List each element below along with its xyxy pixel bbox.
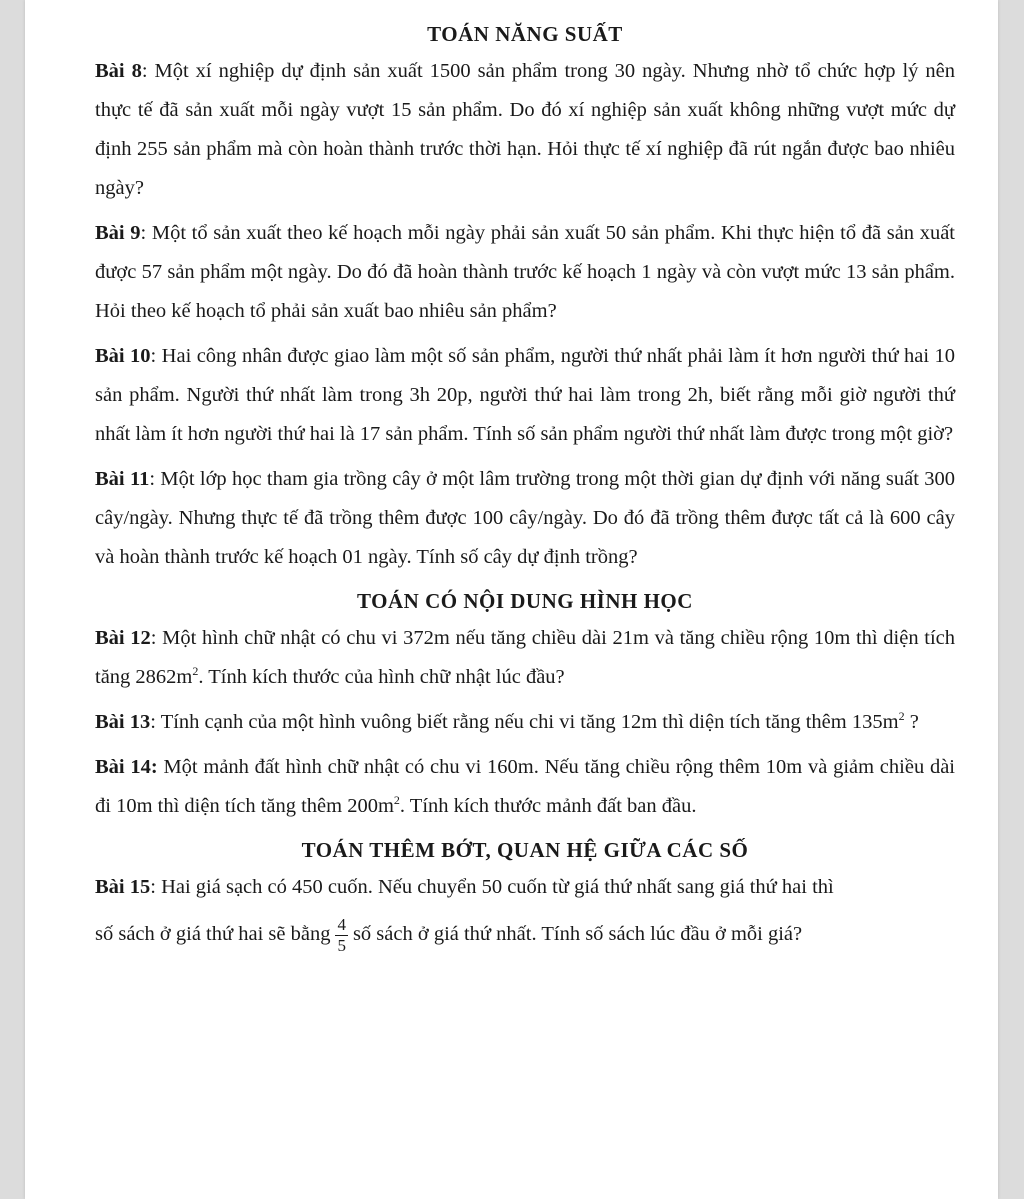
problem-text-end: ? (904, 711, 919, 733)
problem-label: Bài 9 (95, 222, 141, 244)
section-heading-productivity: TOÁN NĂNG SUẤT (427, 22, 623, 46)
superscript: 2 (192, 664, 199, 679)
fraction (335, 915, 348, 956)
problem-14 (95, 748, 955, 826)
problem-12 (95, 619, 955, 697)
problem-text-line2 (95, 914, 803, 955)
problem-label: Bài 8 (95, 60, 142, 82)
problem-text: : Một lớp học tham gia trồng cây ở một lâm trường trong một thời gian dự định với năng suất 300 cây/ngày. Nhưng thực tế đã trồng thêm được 100 cây/ngày. Do đó đã trồng thêm được tất cả là 600 cây và hoàn thành trước kế hoạch 01 ngày. Tính số cây dự định trồng? (95, 468, 955, 568)
fraction-denominator: 5 (337, 935, 346, 955)
document-page (25, 0, 998, 1199)
problem-text: : Tính cạnh của một hình vuông biết rằng nếu chi vi tăng 12m thì diện tích tăng thêm 135m (150, 711, 899, 733)
problem-label: Bài 15 (95, 876, 151, 898)
problem-text: : Một tổ sản xuất theo kế hoạch mỗi ngày phải sản xuất 50 sản phẩm. Khi thực hiện tổ đã sản xuất được 57 sản phẩm một ngày. Do đó đã hoàn thành trước kế hoạch 1 ngày và còn vượt mức 13 sản phẩm. Hỏi theo kế hoạch tổ phải sản xuất bao nhiêu sản phẩm? (95, 222, 955, 322)
problem-text: : Một xí nghiệp dự định sản xuất 1500 sản phẩm trong 30 ngày. Nhưng nhờ tổ chức hợp lý nên thực tế đã sản xuất mỗi ngày vượt 15 sản phẩm. Do đó xí nghiệp sản xuất không những vượt mức dự định 255 sản phẩm mà còn hoàn thành trước thời hạn. Hỏi thực tế xí nghiệp đã rút ngắn được bao nhiêu ngày? (95, 60, 955, 199)
problem-8 (95, 52, 955, 208)
problem-9 (95, 214, 955, 331)
problem-text-end: . Tính kích thước mảnh đất ban đầu. (399, 795, 697, 817)
section-heading-geometry: TOÁN CÓ NỘI DUNG HÌNH HỌC (357, 589, 693, 613)
problem-text: Một mảnh đất hình chữ nhật có chu vi 160m. Nếu tăng chiều rộng thêm 10m và giảm chiều dài đi 10m thì diện tích tăng thêm 200m (95, 756, 955, 817)
problem-10 (95, 337, 955, 454)
problem-text: : Hai giá sạch có 450 cuốn. Nếu chuyển 50 cuốn từ giá thứ nhất sang giá thứ hai thì (150, 876, 834, 898)
problem-11 (95, 460, 955, 577)
problem-label: Bài 14: (95, 756, 158, 778)
problem-text-before-fraction: số sách ở giá thứ hai sẽ bằng (95, 923, 331, 945)
problem-13 (95, 703, 955, 742)
problem-label: Bài 10 (95, 345, 151, 367)
problem-text: : Hai công nhân được giao làm một số sản phẩm, người thứ nhất phải làm ít hơn người thứ hai 10 sản phẩm. Người thứ nhất làm trong 3h 20p, người thứ hai làm trong 2h, biết rằng mỗi giờ người thứ nhất làm ít hơn người thứ hai là 17 sản phẩm. Tính số sản phẩm người thứ nhất làm được trong một giờ? (95, 345, 955, 445)
superscript: 2 (898, 709, 905, 724)
document-content (95, 16, 955, 967)
problem-text-end: . Tính kích thước của hình chữ nhật lúc đầu? (198, 666, 565, 688)
problem-text-after-fraction: số sách ở giá thứ nhất. Tính số sách lúc đầu ở mỗi giá? (352, 923, 803, 945)
problem-label: Bài 11 (95, 468, 150, 490)
fraction-numerator: 4 (337, 914, 346, 934)
superscript: 2 (393, 793, 400, 808)
problem-label: Bài 12 (95, 627, 151, 649)
problem-15 (95, 868, 955, 961)
section-heading-number-relations: TOÁN THÊM BỚT, QUAN HỆ GIỮA CÁC SỐ (301, 838, 749, 862)
problem-text: : Một hình chữ nhật có chu vi 372m nếu tăng chiều dài 21m và tăng chiều rộng 10m thì diện tích tăng 2862m (95, 627, 956, 688)
problem-label: Bài 13 (95, 711, 151, 733)
